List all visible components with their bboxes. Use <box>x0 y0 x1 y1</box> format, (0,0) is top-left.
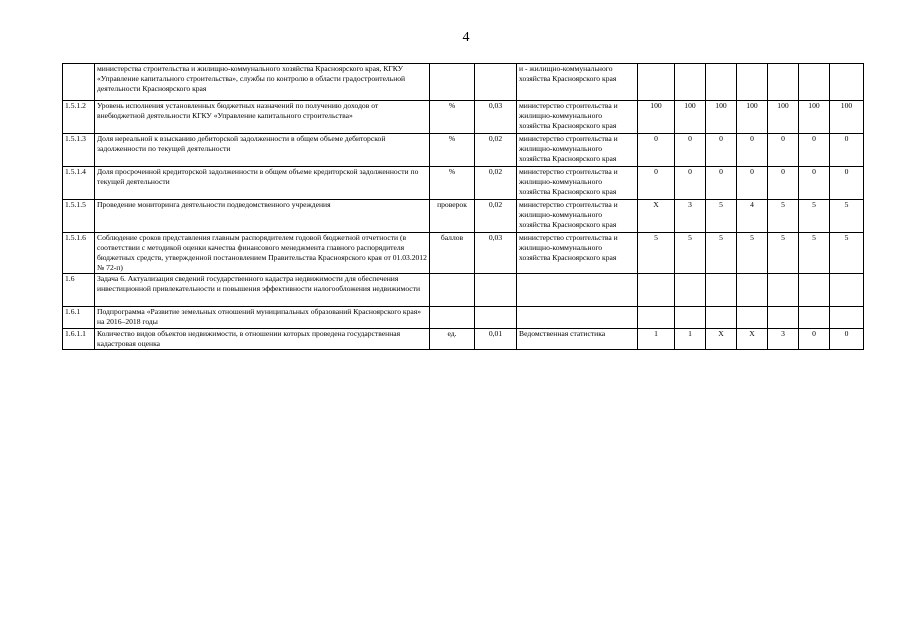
value-cell: 0 <box>675 134 706 167</box>
value-cell: 0 <box>737 134 768 167</box>
source-cell: и - жилищно-коммунального хозяйства Красноярского края <box>517 64 638 101</box>
value-cell: 3 <box>675 200 706 233</box>
value-cell: 0 <box>706 167 737 200</box>
value-cell: 100 <box>737 101 768 134</box>
value-cell: 5 <box>638 233 675 274</box>
value-cell: 0 <box>799 167 830 200</box>
value-cell: 0 <box>706 134 737 167</box>
value-cell <box>768 64 799 101</box>
value-cell: 100 <box>799 101 830 134</box>
value-cell: 0 <box>799 329 830 350</box>
source-cell: министерство строительства и жилищно-коммунального хозяйства Красноярского края <box>517 167 638 200</box>
value-cell <box>675 64 706 101</box>
value-cell: 5 <box>768 200 799 233</box>
value-cell: 5 <box>768 233 799 274</box>
value-cell <box>675 274 706 307</box>
source-cell <box>517 307 638 329</box>
value-cell <box>799 274 830 307</box>
unit-cell: баллов <box>430 233 475 274</box>
unit-cell <box>430 64 475 101</box>
indicators-table <box>62 63 864 350</box>
value-cell <box>638 64 675 101</box>
value-cell: 0 <box>768 134 799 167</box>
value-cell: 0 <box>830 167 864 200</box>
value-cell <box>737 64 768 101</box>
indicator-name-cell: Количество видов объектов недвижимости, в отношении которых проведена государственная кадастровая оценка <box>95 329 430 350</box>
table-row <box>63 167 864 200</box>
value-cell <box>799 307 830 329</box>
value-cell: 0 <box>799 134 830 167</box>
value-cell: 0 <box>830 329 864 350</box>
value-cell: 5 <box>799 200 830 233</box>
value-cell: X <box>638 200 675 233</box>
source-cell: министерство строительства и жилищно-коммунального хозяйства Красноярского края <box>517 200 638 233</box>
table-row <box>63 274 864 307</box>
value-cell <box>737 307 768 329</box>
value-cell <box>675 307 706 329</box>
indicator-name-cell: Задача 6. Актуализация сведений государственного кадастра недвижимости для обеспечения инвестиционной привлекательности и повышения эффективности налогообложения недвижимости <box>95 274 430 307</box>
value-cell: 0 <box>638 167 675 200</box>
row-number-cell: 1.5.1.5 <box>63 200 95 233</box>
value-cell: 5 <box>799 233 830 274</box>
value-cell <box>706 307 737 329</box>
value-cell: 1 <box>638 329 675 350</box>
value-cell: 3 <box>768 329 799 350</box>
value-cell <box>638 307 675 329</box>
row-number-cell <box>63 64 95 101</box>
value-cell <box>799 64 830 101</box>
value-cell: 100 <box>830 101 864 134</box>
table-row <box>63 64 864 101</box>
value-cell: X <box>737 329 768 350</box>
value-cell: 5 <box>706 233 737 274</box>
row-number-cell: 1.5.1.2 <box>63 101 95 134</box>
weight-cell: 0,02 <box>475 167 517 200</box>
value-cell <box>706 274 737 307</box>
value-cell: 5 <box>830 233 864 274</box>
value-cell <box>737 274 768 307</box>
source-cell: Ведомственная статистика <box>517 329 638 350</box>
indicator-name-cell: Доля просроченной кредиторской задолженности в общем объеме кредиторской задолженности по текущей деятельности <box>95 167 430 200</box>
indicator-name-cell: Уровень исполнения установленных бюджетных назначений по получению доходов от внебюджетной деятельности КГКУ «Управление капитального строительства» <box>95 101 430 134</box>
indicator-name-cell: Соблюдение сроков представления главным распорядителем годовой бюджетной отчетности (в соответствии с методикой оценки качества финансового менеджмента главного распорядителя бюджетных средств, утвержденной постановлением Правительства Красноярского края от 01.03.2012 № 72-п) <box>95 233 430 274</box>
unit-cell: ед. <box>430 329 475 350</box>
weight-cell <box>475 274 517 307</box>
table-row <box>63 329 864 350</box>
value-cell: 5 <box>737 233 768 274</box>
row-number-cell: 1.5.1.6 <box>63 233 95 274</box>
weight-cell: 0,03 <box>475 233 517 274</box>
unit-cell: % <box>430 167 475 200</box>
table-row <box>63 233 864 274</box>
value-cell: 100 <box>675 101 706 134</box>
indicator-name-cell: Проведение мониторинга деятельности подведомственного учреждения <box>95 200 430 233</box>
unit-cell <box>430 307 475 329</box>
source-cell: министерство строительства и жилищно-коммунального хозяйства Красноярского края <box>517 233 638 274</box>
value-cell: 0 <box>638 134 675 167</box>
value-cell: 100 <box>768 101 799 134</box>
weight-cell: 0,02 <box>475 200 517 233</box>
unit-cell: % <box>430 134 475 167</box>
table-row <box>63 307 864 329</box>
value-cell: X <box>706 329 737 350</box>
unit-cell: % <box>430 101 475 134</box>
source-cell: министерство строительства и жилищно-коммунального хозяйства Красноярского края <box>517 134 638 167</box>
value-cell <box>830 307 864 329</box>
value-cell: 0 <box>830 134 864 167</box>
row-number-cell: 1.6.1 <box>63 307 95 329</box>
value-cell: 0 <box>675 167 706 200</box>
unit-cell <box>430 274 475 307</box>
value-cell: 4 <box>737 200 768 233</box>
value-cell: 0 <box>768 167 799 200</box>
indicator-name-cell: Доля нереальной к взысканию дебиторской задолженности в общем объеме дебиторской задолженности по текущей деятельности <box>95 134 430 167</box>
table-row <box>63 200 864 233</box>
row-number-cell: 1.5.1.4 <box>63 167 95 200</box>
value-cell: 5 <box>675 233 706 274</box>
value-cell: 0 <box>737 167 768 200</box>
row-number-cell: 1.5.1.3 <box>63 134 95 167</box>
row-number-cell: 1.6.1.1 <box>63 329 95 350</box>
value-cell <box>768 274 799 307</box>
value-cell <box>706 64 737 101</box>
value-cell: 1 <box>675 329 706 350</box>
weight-cell <box>475 307 517 329</box>
source-cell: министерство строительства и жилищно-коммунального хозяйства Красноярского края <box>517 101 638 134</box>
value-cell <box>830 64 864 101</box>
unit-cell: проверок <box>430 200 475 233</box>
weight-cell: 0,01 <box>475 329 517 350</box>
value-cell: 100 <box>706 101 737 134</box>
row-number-cell: 1.6 <box>63 274 95 307</box>
table-row <box>63 134 864 167</box>
indicator-name-cell: министерства строительства и жилищно-коммунального хозяйства Красноярского края, КГКУ «Управление капитального строительства», службы по контролю в области градостроительной деятельности Красноярского края <box>95 64 430 101</box>
weight-cell: 0,02 <box>475 134 517 167</box>
indicator-name-cell: Подпрограмма «Развитие земельных отношений муниципальных образований Красноярского края» на 2016–2018 годы <box>95 307 430 329</box>
value-cell <box>638 274 675 307</box>
value-cell: 5 <box>706 200 737 233</box>
value-cell: 5 <box>830 200 864 233</box>
table-row <box>63 101 864 134</box>
source-cell <box>517 274 638 307</box>
value-cell <box>830 274 864 307</box>
value-cell <box>768 307 799 329</box>
weight-cell <box>475 64 517 101</box>
page-number: 4 <box>462 30 470 45</box>
value-cell: 100 <box>638 101 675 134</box>
weight-cell: 0,03 <box>475 101 517 134</box>
